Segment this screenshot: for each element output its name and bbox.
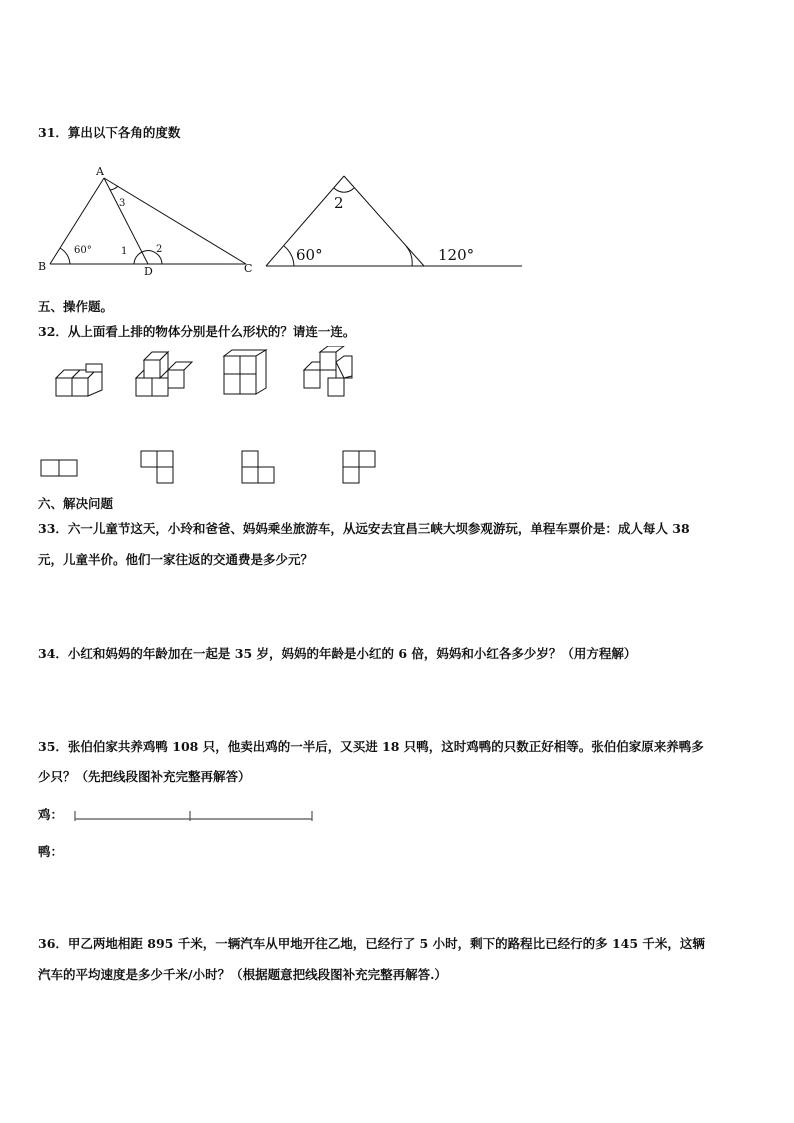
q36-line1: 36．甲乙两地相距 895 千米，一辆汽车从甲地开往乙地，已经行了 5 小时，剩下的路程比已经行的多 145 千米，这辆: [38, 936, 705, 951]
top-view-2: [141, 451, 173, 483]
section-6-title: 六、解决问题: [38, 496, 114, 511]
chicken-label: 鸡：: [38, 807, 64, 822]
label-angle-1: 1: [121, 246, 128, 257]
q33-line2: 元，儿童半价。他们一家往返的交通费是多少元？: [38, 552, 314, 567]
label-angle-2-right: 2: [334, 194, 344, 212]
label-60-deg-right: 60°: [296, 246, 323, 264]
q35-line2: 少只？（先把线段图补充完整再解答）: [38, 769, 251, 784]
cube-object-2: [136, 352, 192, 396]
cube-object-4: [304, 346, 352, 396]
q36-line2: 汽车的平均速度是多少千米/小时？（根据题意把线段图补充完整再解答.）: [38, 967, 447, 982]
angle-1-arc: [134, 252, 142, 264]
label-d: D: [144, 265, 153, 278]
label-b: B: [38, 260, 47, 273]
q32-cube-objects: [36, 346, 376, 406]
cube-object-1: [56, 364, 102, 396]
q33-line1: 33．六一儿童节这天，小玲和爸爸、妈妈乘坐旅游车，从远安去宜昌三峡大坝参观游玩，单程车票价是：成人每人 38: [38, 521, 690, 536]
q32-top-views: [36, 448, 386, 488]
top-view-4: [343, 451, 375, 483]
label-a: A: [96, 165, 104, 178]
label-angle-3: 3: [119, 198, 126, 209]
angle-60-arc: [284, 246, 294, 266]
q34-text: 34．小红和妈妈的年龄加在一起是 35 岁，妈妈的年龄是小红的 6 倍，妈妈和小红各多少岁？（用方程解）: [38, 646, 637, 661]
section-5-title: 五、操作题。: [38, 299, 114, 314]
label-120-deg: 120°: [438, 246, 475, 264]
angle-2-arc: [334, 188, 354, 192]
label-c: C: [244, 262, 253, 275]
cube-object-3: [224, 350, 266, 394]
chicken-segment-diagram: [72, 806, 318, 826]
angle-3-arc: [110, 186, 118, 190]
q35-line1: 35．张伯伯家共养鸡鸭 108 只，他卖出鸡的一半后，又买进 18 只鸭，这时鸡鸭的只数正好相等。张伯伯家原来养鸭多: [38, 739, 704, 754]
q31-title: 31．算出以下各角的度数: [38, 125, 181, 140]
q31-figures: [30, 160, 530, 280]
top-view-3: [242, 451, 274, 483]
label-angle-2: 2: [156, 244, 163, 255]
top-view-1: [41, 460, 77, 476]
right-side: [344, 176, 424, 266]
label-60-deg: 60°: [74, 245, 92, 256]
duck-label: 鸭：: [38, 844, 64, 859]
angle-b-arc: [60, 248, 70, 264]
q32-title: 32．从上面看上排的物体分别是什么形状的？请连一连。: [38, 324, 356, 339]
